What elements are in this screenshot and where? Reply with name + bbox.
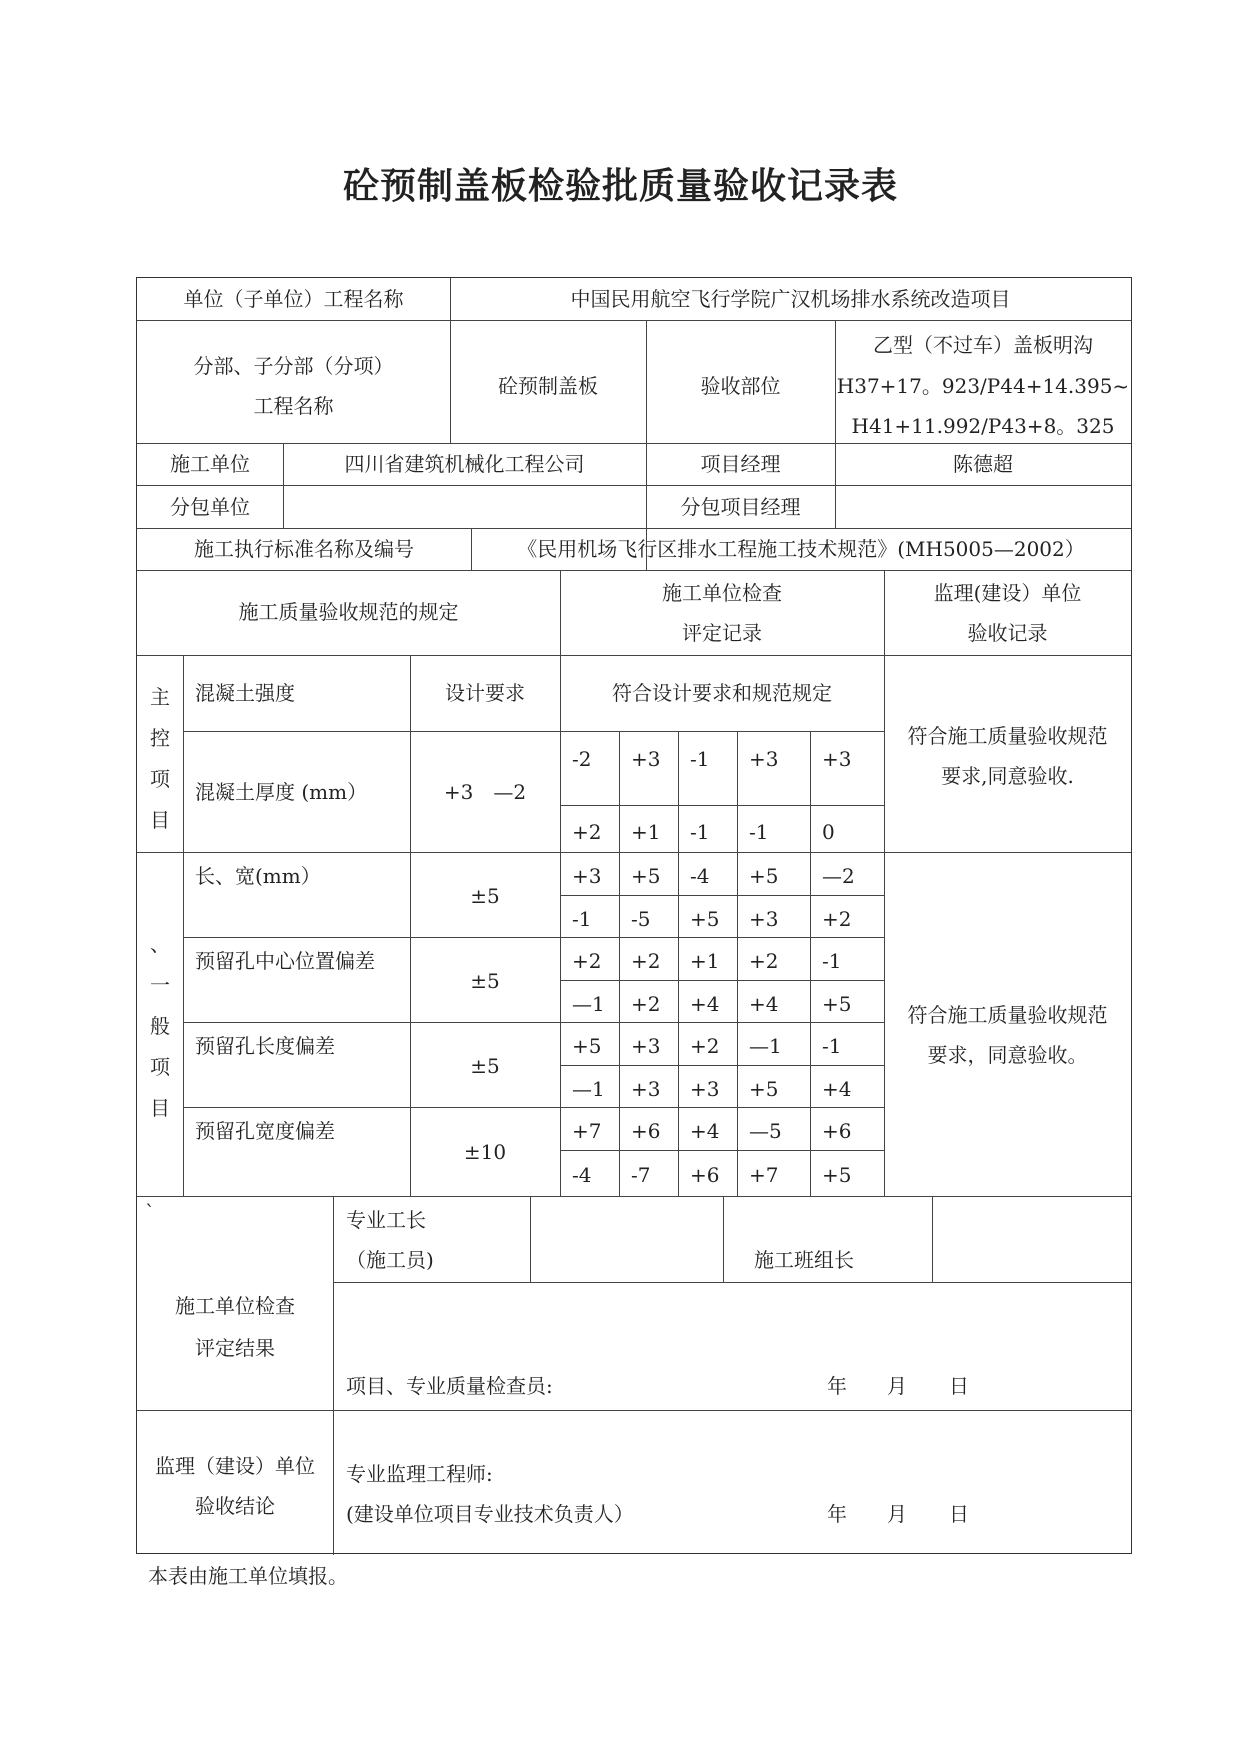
pm-value: 陈德超: [953, 452, 1013, 476]
general-item-value: +6: [822, 1119, 852, 1143]
supervision-column-title-2: 验收记录: [967, 621, 1048, 645]
row-divider: [137, 485, 1131, 486]
thickness-value: +3: [822, 747, 852, 771]
general-item-label: 预留孔中心位置偏差: [195, 949, 375, 973]
row-divider: [560, 980, 884, 981]
date-day: 日: [949, 1502, 969, 1526]
standard-label: 施工执行标准名称及编号: [194, 537, 414, 561]
column-divider: [723, 1196, 724, 1282]
row-divider: [137, 1410, 1131, 1411]
thickness-value: +3: [631, 747, 661, 771]
general-item-value: +2: [749, 949, 779, 973]
date-year: 年: [827, 1374, 847, 1398]
sub-label-line-2: 工程名称: [253, 394, 334, 418]
column-divider: [932, 1196, 933, 1282]
general-item-label: 预留孔长度偏差: [195, 1034, 335, 1058]
general-item-value: -7: [631, 1163, 651, 1187]
result-label-1: 施工单位检查: [175, 1294, 295, 1318]
thickness-value: -1: [690, 820, 710, 844]
general-conclusion-1: 符合施工质量验收规范: [907, 1003, 1108, 1027]
foreman-label-1: 专业工长: [346, 1208, 426, 1232]
sub-value: 砼预制盖板: [498, 374, 598, 398]
sub-pm-label: 分包项目经理: [680, 495, 801, 519]
general-char: 般: [150, 1014, 170, 1038]
column-divider: [530, 1196, 531, 1282]
pm-label: 项目经理: [700, 452, 781, 476]
general-item-value: +2: [631, 992, 661, 1016]
general-conclusion-2: 要求，同意验收。: [927, 1043, 1088, 1067]
column-divider: [678, 731, 679, 852]
thickness-value: +2: [572, 820, 602, 844]
supervision-engineer-2: (建设单位项目专业技术负责人）: [346, 1502, 634, 1526]
general-item-value: +5: [822, 992, 852, 1016]
general-item-value: +6: [631, 1119, 661, 1143]
thickness-value: -1: [690, 747, 710, 771]
column-divider: [619, 852, 620, 1196]
row-divider: [560, 1065, 884, 1066]
general-item-value: +5: [572, 1034, 602, 1058]
supervision-engineer-1: 专业监理工程师:: [346, 1462, 493, 1486]
page-title: 砼预制盖板检验批质量验收记录表: [342, 165, 898, 207]
general-item-value: +3: [749, 907, 779, 931]
general-item-value: +6: [690, 1163, 720, 1187]
general-item-requirement: ±5: [470, 969, 500, 993]
contractor-value: 四川省建筑机械化工程公司: [344, 452, 585, 476]
general-item-value: -1: [572, 907, 592, 931]
general-item-value: +5: [822, 1163, 852, 1187]
check-column-title-1: 施工单位检查: [662, 581, 782, 605]
row-divider: [560, 1150, 884, 1151]
main-control-conclusion-2: 要求,同意验收.: [941, 764, 1074, 788]
general-item-value: +2: [572, 949, 602, 973]
date-day: 日: [949, 1374, 969, 1398]
row-divider: [137, 852, 1131, 853]
foreman-label-2: （施工员): [346, 1248, 434, 1272]
row-divider: [560, 895, 884, 896]
column-divider: [810, 852, 811, 1196]
thickness-value: 0: [822, 820, 835, 844]
main-control-conclusion-1: 符合施工质量验收规范: [907, 724, 1108, 748]
result-label-2: 评定结果: [195, 1336, 275, 1360]
general-item-value: +3: [631, 1077, 661, 1101]
footer-note: 本表由施工单位填报。: [148, 1564, 348, 1588]
supervision-column-title-1: 监理(建设）单位: [933, 581, 1082, 605]
thickness-requirement: +3 —2: [443, 780, 527, 804]
inspect-value-line-3: H41+11.992/P43+8。325: [851, 414, 1115, 438]
general-item-value: +2: [822, 907, 852, 931]
supervision-label-1: 监理（建设）单位: [155, 1454, 315, 1478]
date-month: 月: [887, 1502, 907, 1526]
subcontractor-label: 分包单位: [170, 495, 250, 519]
thickness-label: 混凝土厚度 (mm）: [195, 780, 368, 804]
general-item-value: -1: [822, 1034, 842, 1058]
column-divider: [810, 731, 811, 852]
general-char: 目: [150, 1096, 170, 1120]
row-divider: [137, 528, 1131, 529]
contractor-label: 施工单位: [170, 452, 250, 476]
strength-label: 混凝土强度: [195, 681, 295, 705]
thickness-value: -2: [572, 747, 592, 771]
general-item-value: +7: [749, 1163, 779, 1187]
row-divider: [137, 443, 1131, 444]
general-char: 、: [150, 932, 170, 956]
general-item-value: +5: [749, 864, 779, 888]
general-char: 项: [150, 1055, 170, 1079]
general-item-value: +4: [690, 992, 720, 1016]
general-item-value: +4: [749, 992, 779, 1016]
row-divider: [560, 805, 884, 806]
column-divider: [678, 852, 679, 1196]
general-char: 一: [150, 973, 170, 997]
thickness-value: +3: [749, 747, 779, 771]
general-item-value: +3: [631, 1034, 661, 1058]
row-divider: [333, 1282, 1131, 1283]
general-item-value: —2: [822, 864, 855, 888]
row-divider: [137, 1196, 1131, 1197]
row-divider: [137, 655, 1131, 656]
column-divider: [183, 655, 184, 1196]
row-divider: [137, 570, 1131, 571]
column-divider: [619, 731, 620, 852]
row-divider: [183, 1022, 884, 1023]
general-item-value: -4: [690, 864, 710, 888]
general-item-value: +3: [572, 864, 602, 888]
general-item-requirement: ±5: [470, 884, 500, 908]
general-item-requirement: ±5: [470, 1054, 500, 1078]
general-item-value: +2: [631, 949, 661, 973]
tick-mark: `: [145, 1200, 155, 1224]
general-item-value: —5: [749, 1119, 782, 1143]
general-item-requirement: ±10: [463, 1140, 507, 1164]
date-month: 月: [887, 1374, 907, 1398]
column-divider: [884, 570, 885, 1196]
column-divider: [646, 320, 647, 570]
main-control-char: 控: [150, 726, 170, 750]
thickness-value: -1: [749, 820, 769, 844]
inspect-value-line-2: H37+17。923/P44+14.395~: [836, 374, 1130, 398]
standard-value: 《民用机场飞行区排水工程施工技术规范》(MH5005—2002）: [517, 537, 1085, 561]
general-item-value: —1: [749, 1034, 782, 1058]
column-divider: [737, 731, 738, 852]
spec-column-title: 施工质量验收规范的规定: [238, 600, 459, 624]
general-item-value: +4: [690, 1119, 720, 1143]
general-item-value: -4: [572, 1163, 592, 1187]
main-control-char: 项: [150, 767, 170, 791]
unit-label: 单位（子单位）工程名称: [183, 287, 404, 311]
general-item-value: +3: [690, 1077, 720, 1101]
general-item-value: +1: [690, 949, 720, 973]
inspection-record-table: [136, 277, 1132, 1554]
column-divider: [560, 570, 561, 1196]
general-item-value: +7: [572, 1119, 602, 1143]
check-column-title-2: 评定记录: [682, 621, 762, 645]
team-leader-label: 施工班组长: [754, 1248, 854, 1272]
general-item-value: +2: [690, 1034, 720, 1058]
row-divider: [183, 937, 884, 938]
supervision-label-2: 验收结论: [195, 1494, 275, 1518]
inspect-label: 验收部位: [700, 374, 781, 398]
thickness-value: +1: [631, 820, 661, 844]
main-control-char: 目: [150, 808, 170, 832]
column-divider: [737, 852, 738, 1196]
general-item-value: -5: [631, 907, 651, 931]
main-control-char: 主: [150, 685, 170, 709]
row-divider: [137, 320, 1131, 321]
unit-value: 中国民用航空飞行学院广汉机场排水系统改造项目: [570, 287, 1011, 311]
general-item-label: 预留孔宽度偏差: [195, 1119, 335, 1143]
general-item-value: +5: [631, 864, 661, 888]
general-item-value: —1: [572, 992, 605, 1016]
general-item-value: +5: [690, 907, 720, 931]
general-item-value: —1: [572, 1077, 605, 1101]
row-divider: [183, 731, 884, 732]
general-item-label: 长、宽(mm）: [195, 864, 321, 888]
column-divider: [410, 655, 411, 1196]
strength-requirement: 设计要求: [445, 681, 525, 705]
row-divider: [183, 1107, 884, 1108]
column-divider: [333, 1196, 334, 1555]
general-item-value: +4: [822, 1077, 852, 1101]
sub-label-line-1: 分部、子分部（分项）: [193, 354, 394, 378]
general-item-value: -1: [822, 949, 842, 973]
strength-result: 符合设计要求和规范规定: [612, 681, 832, 705]
date-year: 年: [827, 1502, 847, 1526]
inspect-value-line-1: 乙型（不过车）盖板明沟: [873, 333, 1093, 357]
inspector-label: 项目、专业质量检查员:: [346, 1374, 553, 1398]
general-item-value: +5: [749, 1077, 779, 1101]
